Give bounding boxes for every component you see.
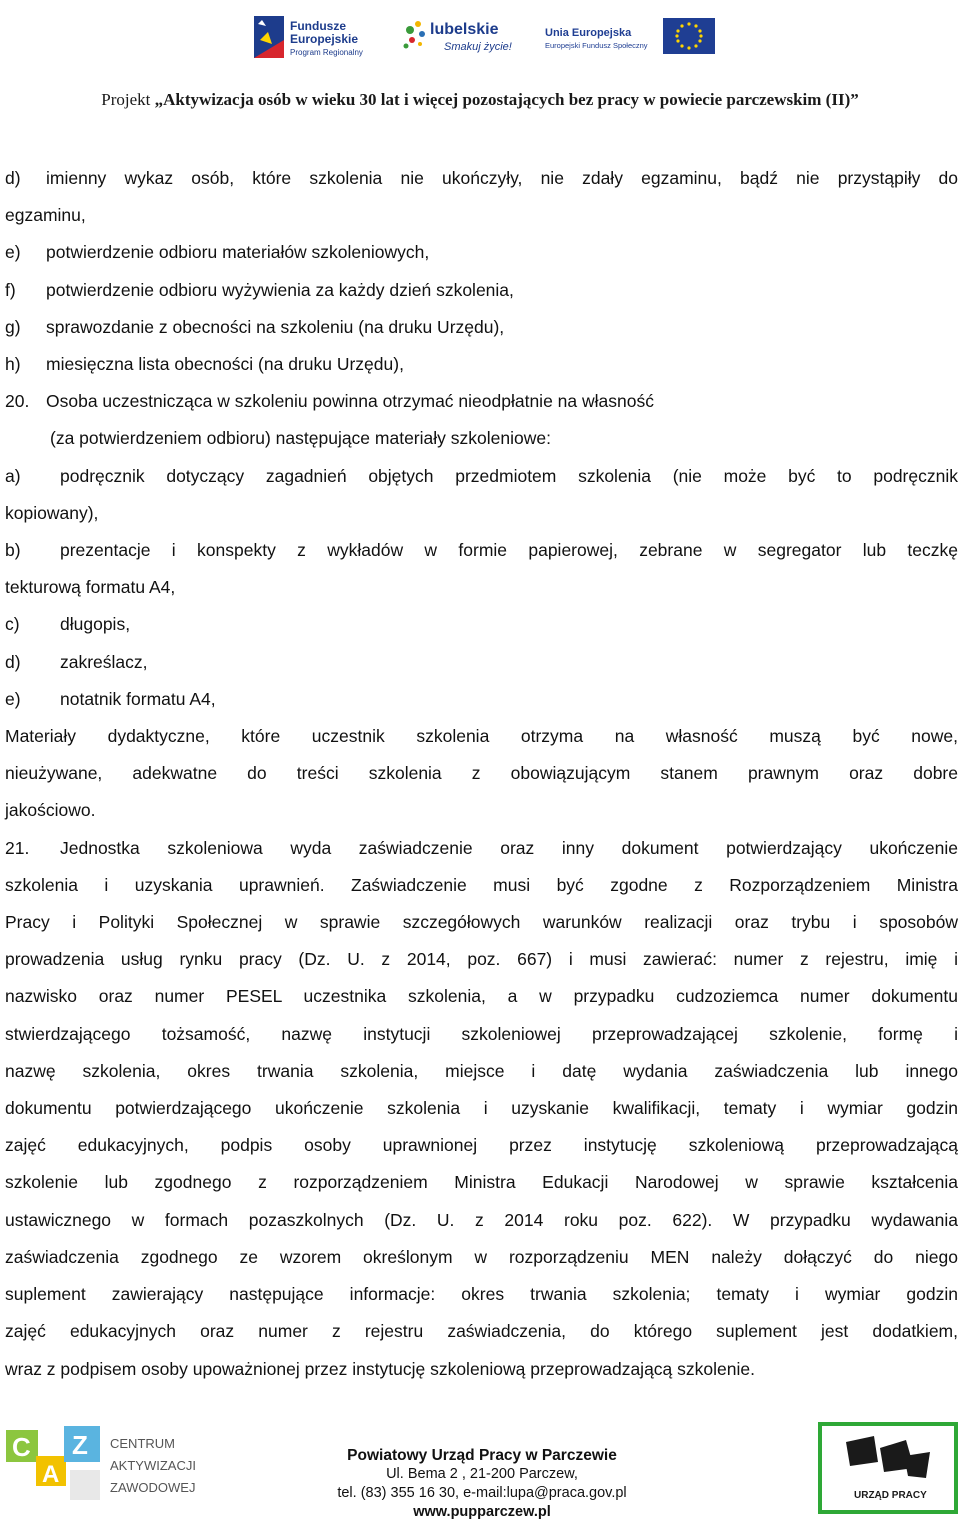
fe-line1: Fundusze	[290, 19, 346, 33]
point-21-line7: nazwę szkolenia, okres trwania szkolenia, miejsce i datę wydania zaświadczenia lub innego	[5, 1060, 958, 1081]
item-d-label: d)	[5, 168, 21, 188]
item-e-text: potwierdzenie odbioru materiałów szkoleniowych,	[46, 242, 430, 263]
office-contact	[300, 1446, 664, 1522]
point-21-line10: szkolenie lub zgodnego z rozporządzeniem Ministra Edukacji Narodowej w sprawie kształcenia	[5, 1172, 958, 1193]
point-21-line9: zajęć edukacyjnych, podpis osoby uprawnionej przez instytucję szkoleniową przeprowadzającą	[5, 1135, 958, 1156]
material-d-label: d)	[5, 651, 21, 672]
materials-line1: Materiały dydaktyczne, które uczestnik szkolenia otrzyma na własność muszą być nowe,	[5, 726, 958, 747]
item-h-text: miesięczna lista obecności (na druku Urzędu),	[46, 354, 404, 375]
urzad-pracy-logo	[818, 1422, 958, 1514]
point-21-label: 21.	[5, 837, 30, 858]
lubelskie-slogan: Smakuj życie!	[444, 41, 512, 53]
point-20-line2: (za potwierdzeniem odbioru) następujące materiały szkoleniowe:	[50, 428, 551, 449]
material-a-line1	[5, 458, 958, 495]
material-a-line2: kopiowany),	[5, 502, 99, 523]
material-b-label: b)	[5, 540, 21, 561]
point-20-line1	[5, 383, 958, 420]
material-c-text: długopis,	[60, 614, 131, 635]
caz-letter-z: Z	[72, 1430, 88, 1460]
point-21-line6: stwierdzającego tożsamość, nazwę instytucji szkoleniowej przeprowadzającej szkolenie, formę i	[5, 1023, 958, 1044]
office-name: Powiatowy Urząd Pracy w Parczewie	[347, 1447, 617, 1464]
point-21-line12: zaświadczenia zgodnego ze wzorem określonym w rozporządzeniu MEN należy dołączyć do niego	[5, 1246, 958, 1267]
office-contact-line: tel. (83) 355 16 30, e-mail:lupa@praca.gov.pl	[337, 1485, 627, 1501]
material-e	[5, 681, 958, 718]
item-d-text: imienny wykaz osób, które szkolenia nie ukończyły, nie zdały egzaminu, bądź nie przystąpiły do	[46, 168, 958, 188]
point-20-text1: Osoba uczestnicząca w szkoleniu powinna otrzymać nieodpłatnie na własność	[46, 391, 654, 412]
material-a-text: podręcznik dotyczący zagadnień objętych przedmiotem szkolenia (nie może być to podręcznik	[60, 465, 958, 486]
ue-line1: Unia Europejska	[545, 27, 632, 39]
urzad-pracy-text: URZĄD PRACY	[854, 1490, 927, 1501]
item-e	[5, 234, 958, 271]
material-e-text: notatnik formatu A4,	[60, 688, 216, 709]
unia-europejska-logo	[543, 10, 718, 66]
caz-letter-a: A	[42, 1461, 60, 1488]
fe-line2: Europejskie	[290, 32, 359, 46]
point-21-line8: dokumentu potwierdzającego ukończenie szkolenia i uzyskanie kwalifikacji, tematy i wymiar godzin	[5, 1098, 958, 1119]
lubelskie-logo	[398, 10, 518, 66]
header-logos	[0, 10, 960, 70]
lubelskie-name: lubelskie	[430, 21, 499, 38]
item-f-text: potwierdzenie odbioru wyżywienia za każdy dzień szkolenia,	[46, 279, 514, 300]
item-d-line1	[5, 160, 958, 197]
point-21-line14: zajęć edukacyjnych oraz numer z rejestru zaświadczenia, do którego suplement jest dodatkiem,	[5, 1321, 958, 1342]
material-b-line1	[5, 532, 958, 569]
point-21-line5: nazwisko oraz numer PESEL uczestnika szkolenia, a w przypadku cudzoziemca numer dokumentu	[5, 986, 958, 1007]
caz-line1: CENTRUM	[110, 1436, 175, 1451]
material-c-label: c)	[5, 614, 20, 635]
materials-line3: jakościowo.	[5, 800, 96, 821]
item-h	[5, 346, 958, 383]
item-h-label: h)	[5, 354, 21, 375]
item-d-line2: egzaminu,	[5, 205, 86, 226]
fe-line3: Program Regionalny	[290, 48, 363, 57]
document-body	[5, 160, 958, 1388]
fundusze-europejskie-logo	[252, 10, 372, 66]
point-20-label: 20.	[5, 391, 30, 412]
office-address: Ul. Bema 2 , 21-200 Parczew,	[386, 1466, 578, 1482]
point-21-line2: szkolenia i uzyskania uprawnień. Zaświadczenie musi być zgodne z Rozporządzeniem Ministra	[5, 874, 958, 895]
point-21-line1	[5, 830, 958, 867]
ue-line2: Europejski Fundusz Społeczny	[545, 41, 648, 50]
office-website: www.pupparczew.pl	[413, 1504, 551, 1520]
material-b-line2: tekturową formatu A4,	[5, 577, 176, 598]
material-d	[5, 644, 958, 681]
material-c	[5, 606, 958, 643]
point-21-line11: ustawicznego w formach pozaszkolnych (Dz. U. z 2014 roku poz. 622). W przypadku wydawania	[5, 1209, 958, 1230]
materials-line2: nieużywane, adekwatne do treści szkolenia z obowiązującym stanem prawnym oraz dobre	[5, 763, 958, 784]
caz-line3: ZAWODOWEJ	[110, 1480, 196, 1495]
point-21-line4: prowadzenia usług rynku pracy (Dz. U. z 2014, poz. 667) i musi zawierać: numer z rejestru, imię i	[5, 949, 958, 970]
item-f	[5, 272, 958, 309]
caz-line2: AKTYWIZACJI	[110, 1458, 196, 1473]
point-21-line13: suplement zawierający następujące informacje: okres trwania szkolenia; tematy i wymiar godzin	[5, 1284, 958, 1305]
item-f-label: f)	[5, 279, 16, 300]
project-prefix: Projekt	[101, 90, 155, 109]
point-21-line15: wraz z podpisem osoby upoważnionej przez instytucję szkoleniową przeprowadzającą szkolenie.	[5, 1358, 755, 1379]
point-21-line3: Pracy i Polityki Społecznej w sprawie szczegółowych warunków realizacji oraz trybu i sposobów	[5, 912, 958, 933]
material-a-label: a)	[5, 465, 21, 486]
material-e-label: e)	[5, 688, 21, 709]
project-title-line	[0, 90, 960, 110]
project-title: „Aktywizacja osób w wieku 30 lat i więcej pozostających bez pracy w powiecie parczewskim (II)”	[154, 90, 859, 109]
point-21-text1: Jednostka szkoleniowa wyda zaświadczenie oraz inny dokument potwierdzający ukończenie	[60, 837, 958, 858]
caz-letter-c: C	[12, 1432, 31, 1462]
centrum-aktywizacji-zawodowej-logo	[6, 1420, 206, 1512]
material-b-text: prezentacje i konspekty z wykładów w formie papierowej, zebrane w segregator lub teczkę	[60, 540, 958, 561]
item-g	[5, 309, 958, 346]
item-e-label: e)	[5, 242, 21, 263]
item-g-text: sprawozdanie z obecności na szkoleniu (na druku Urzędu),	[46, 316, 505, 337]
material-d-text: zakreślacz,	[60, 651, 148, 672]
item-g-label: g)	[5, 316, 21, 337]
